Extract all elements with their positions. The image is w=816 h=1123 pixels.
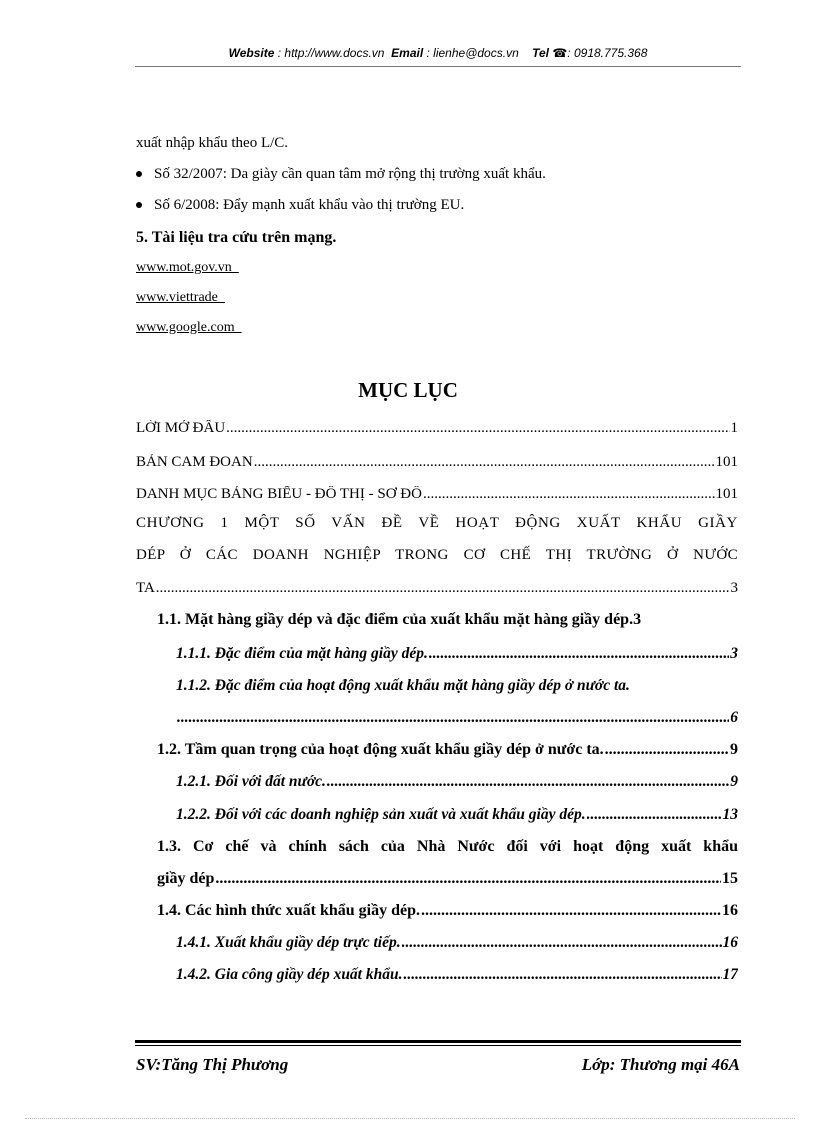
bullet-text: Số 6/2008: Đẩy mạnh xuất khẩu vào thị trường EU. — [154, 197, 465, 213]
toc-leader — [587, 806, 722, 824]
toc-entry[interactable] — [176, 645, 738, 663]
toc-leader — [254, 454, 715, 471]
toc-leader — [605, 741, 729, 759]
footer-student: SV:Tăng Thị Phương — [136, 1055, 289, 1074]
toc-leader — [177, 709, 729, 727]
section-heading: 5. Tài liệu tra cứu trên mạng. — [136, 229, 337, 246]
bullet-text: Số 32/2007: Da giày cần quan tâm mở rộng thị trường xuất khẩu. — [154, 166, 546, 182]
toc-page-number: 1 — [730, 420, 738, 436]
toc-page-number: 3 — [730, 580, 738, 596]
toc-leader — [423, 486, 715, 503]
toc-entry-line[interactable]: DÉP Ở CÁC DOANH NGHIỆP TRONG CƠ CHẾ THỊ TRƯỜNG Ở NƯỚC — [136, 547, 738, 563]
tel-label: Tel — [532, 46, 549, 60]
toc-entry-line[interactable]: 1.3. Cơ chế và chính sách của Nhà Nước đối với hoạt động xuất khẩu — [157, 838, 738, 855]
bullet-item — [136, 166, 546, 183]
website-separator: : — [274, 46, 285, 60]
toc-page-number: 15 — [722, 870, 738, 887]
toc-leader — [156, 580, 730, 597]
toc-entry[interactable] — [176, 709, 738, 727]
toc-leader — [403, 966, 721, 984]
toc-page-number: 13 — [722, 806, 738, 823]
toc-entry[interactable] — [136, 420, 738, 437]
email-label: Email — [391, 46, 424, 60]
toc-entry-text: 1.2.2. Đối với các doanh nghiệp sản xuất và xuất khẩu giầy dép. — [176, 806, 586, 823]
toc-entry[interactable] — [157, 870, 738, 888]
toc-page-number: 101 — [715, 454, 738, 470]
bullet-icon — [136, 202, 142, 208]
toc-page-number: 17 — [722, 966, 738, 983]
toc-entry[interactable] — [176, 934, 738, 952]
link-viettrade[interactable]: www.viettrade — [136, 290, 225, 305]
toc-leader — [421, 902, 721, 920]
link-google[interactable]: www.google.com — [136, 320, 242, 335]
toc-entry-text: 1.4.2. Gia công giầy dép xuất khẩu. — [176, 966, 403, 983]
page-bottom-border — [25, 1118, 795, 1119]
toc-page-number: 9 — [730, 773, 738, 790]
toc-entry[interactable] — [157, 741, 738, 759]
email-link[interactable]: lienhe@docs.vn — [433, 46, 519, 60]
website-link[interactable]: http://www.docs.vn — [284, 46, 385, 60]
toc-leader — [226, 420, 729, 437]
toc-entry-text: 1.1. Mặt hàng giầy dép và đặc điểm của xuất khẩu mặt hàng giầy dép. — [157, 611, 634, 628]
toc-entry-line[interactable] — [176, 677, 742, 695]
phone-icon: ☎ — [552, 46, 568, 60]
toc-entry[interactable] — [136, 486, 738, 503]
toc-entry[interactable] — [136, 580, 738, 597]
toc-entry-text: 1.4. Các hình thức xuất khẩu giầy dép. — [157, 902, 420, 919]
toc-entry[interactable] — [157, 902, 738, 920]
toc-leader — [429, 645, 729, 663]
link-mot[interactable]: www.mot.gov.vn — [136, 260, 239, 275]
toc-page-number: 101 — [715, 486, 738, 502]
website-label: Website — [228, 46, 275, 60]
toc-entry-text: 1.4.1. Xuất khẩu giầy dép trực tiếp. — [176, 934, 401, 951]
toc-page-number: 16 — [722, 902, 738, 919]
toc-entry-text: BẢN CAM ĐOAN — [136, 454, 253, 470]
toc-entry-text: giầy dép — [157, 870, 215, 887]
email-separator: : — [423, 46, 434, 60]
continued-line: xuất nhập khẩu theo L/C. — [136, 135, 289, 151]
bullet-icon — [136, 171, 142, 177]
toc-entry-text: TA — [136, 580, 155, 596]
toc-leader — [402, 934, 722, 952]
toc-entry-text: 1.1.2. Đặc điểm của hoạt động xuất khẩu mặt hàng giầy dép ở nước ta. — [176, 677, 630, 694]
toc-page-number: 3 — [633, 611, 642, 628]
toc-entry-text: LỜI MỞ ĐẦU — [136, 420, 226, 436]
toc-entry[interactable] — [136, 454, 738, 471]
footer-divider-thin — [135, 1045, 741, 1046]
toc-page-number: 3 — [730, 645, 738, 662]
toc-title: MỤC LỤC — [358, 378, 458, 402]
toc-entry[interactable] — [176, 773, 738, 791]
page-header — [135, 46, 741, 60]
footer-divider-thick — [135, 1040, 741, 1043]
toc-page-number: 16 — [722, 934, 738, 951]
toc-page-number: 9 — [730, 741, 738, 758]
toc-entry[interactable] — [176, 806, 738, 824]
bullet-item — [136, 197, 464, 214]
toc-entry-text: 1.2. Tầm quan trọng của hoạt động xuất khẩu giầy dép ở nước ta. — [157, 741, 604, 758]
toc-entry-text: DANH MỤC BẢNG BIỂU - ĐỒ THỊ - SƠ ĐỒ — [136, 486, 422, 502]
tel-value: : 0918.775.368 — [567, 46, 648, 60]
toc-entry-text: 1.2.1. Đối với đất nước. — [176, 773, 326, 790]
header-divider — [135, 66, 741, 67]
toc-page-number: 6 — [730, 709, 738, 726]
toc-entry[interactable] — [157, 611, 738, 629]
toc-entry-text: 1.1.1. Đặc điểm của mặt hàng giầy dép. — [176, 645, 428, 662]
toc-leader — [215, 870, 721, 888]
toc-entry-line[interactable]: CHƯƠNG 1 MỘT SỐ VẤN ĐỀ VỀ HOẠT ĐỘNG XUẤT KHẨU GIẦY — [136, 515, 738, 531]
toc-entry[interactable] — [176, 966, 738, 984]
toc-leader — [327, 773, 729, 791]
footer-class: Lớp: Thương mại 46A — [581, 1055, 740, 1074]
